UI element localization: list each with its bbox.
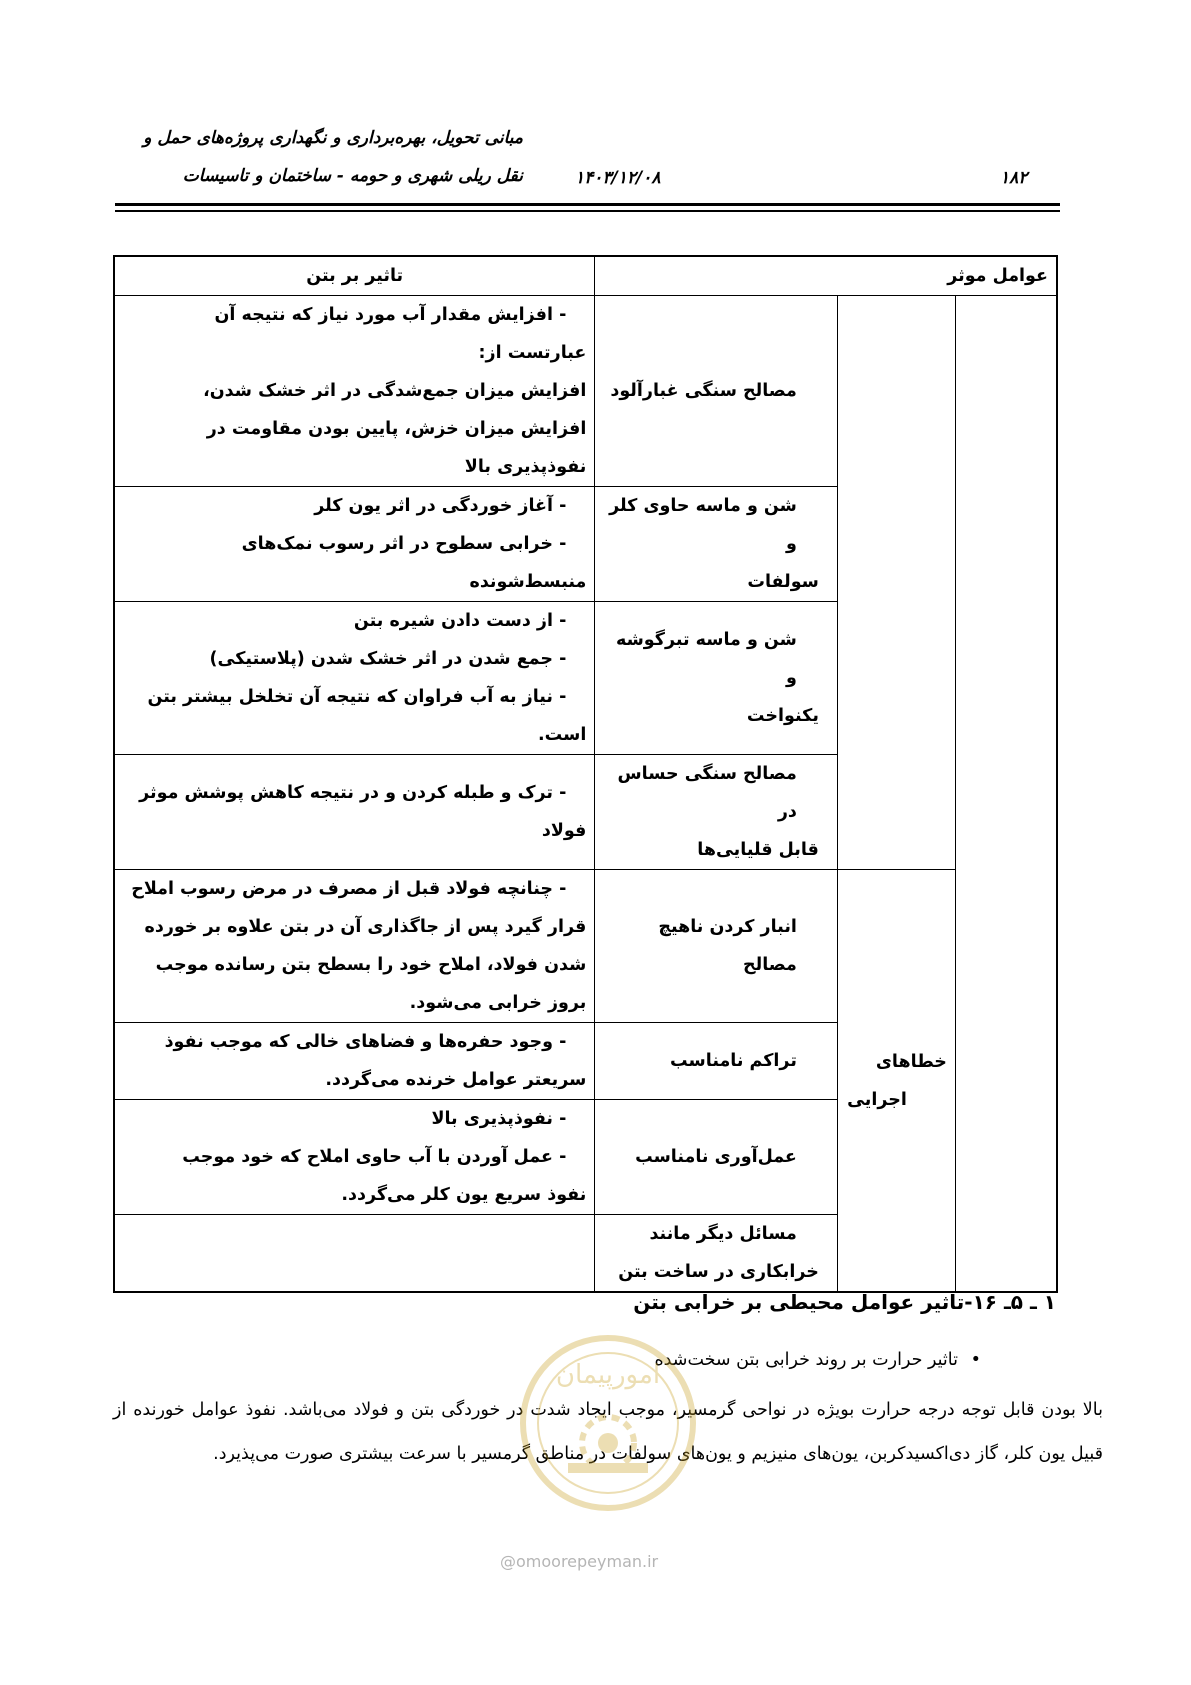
bullet-icon: • [970, 1350, 981, 1370]
effect-cell [114, 1100, 595, 1215]
effect-cell [114, 487, 595, 602]
effect-line: بروز خرابی می‌شود. [409, 993, 587, 1013]
group-cell-materials [837, 296, 955, 870]
factor-text: مصالح سنگی حساس در [617, 764, 797, 822]
factor-cell [595, 602, 838, 755]
header-rule [115, 203, 1060, 206]
effect-line: نفوذپذیری بالا [464, 457, 587, 477]
factor-cell [595, 755, 838, 870]
factor-text: مصالح سنگی غبارآلود [610, 381, 797, 401]
factor-text: انبار کردن ناهیچ مصالح [658, 917, 797, 975]
effect-line: - آغاز خوردگی در اثر یون کلر [314, 496, 567, 516]
effect-line: نفوذ سریع یون کلر می‌گردد. [341, 1185, 587, 1205]
effect-cell [114, 755, 595, 870]
effect-line: است. [537, 725, 587, 745]
effect-cell [114, 1023, 595, 1100]
effect-cell [114, 296, 595, 487]
section-paragraph: بالا بودن قابل توجه درجه حرارت بویژه در نواحی گرمسیر، موجب ایجاد شدت در خوردگی بتن و فولاد می‌باشد. نفوذ عوامل خورنده از قبیل یون کلر، گاز دی‌اکسیدکربن، یون‌های منیزیم و یون‌های سولفات در مناطق گرمسیر با سرعت بیشتری صورت می‌پذیرد. [113, 1400, 1103, 1464]
factor-cell [595, 487, 838, 602]
page-number: ۱۸۲ [1000, 168, 1028, 188]
effect-line: عبارتست از: [478, 343, 587, 363]
effect-line: - عمل آوردن با آب حاوی املاح که خود موجب [182, 1147, 567, 1167]
factor-cell [595, 1215, 838, 1293]
effect-cell [114, 870, 595, 1023]
watermark-url: @omoorepeyman.ir [500, 1552, 659, 1571]
group-label-line: خطاهای [875, 1051, 947, 1072]
factor-text: شن و ماسه حاوی کلر و [609, 496, 797, 554]
factor-text: قابل قلیایی‌ها [697, 840, 819, 860]
factor-cell [595, 1023, 838, 1100]
effect-line: افزایش میزان جمع‌شدگی در اثر خشک شدن، [203, 381, 587, 401]
effect-cell [114, 602, 595, 755]
section-heading: ۱ ـ ۵ـ ۱۶-تاثیر عوامل محیطی بر خرابی بتن [633, 1290, 1056, 1314]
effect-line: افزایش میزان خزش، پایین بودن مقاومت در [206, 419, 587, 439]
factor-text: خرابکاری در ساخت بتن [618, 1262, 819, 1282]
concrete-damage-table [113, 255, 1058, 1293]
effect-line: قرار گیرد پس از جاگذاری آن در بتن علاوه بر خورده [144, 917, 587, 937]
header-rule-thin [115, 210, 1060, 212]
factor-text: تراکم نامناسب [670, 1051, 797, 1071]
effect-line: - جمع شدن در اثر خشک شدن (پلاستیکی) [209, 649, 567, 669]
effect-line: - نفوذپذیری بالا [431, 1109, 567, 1129]
effect-line: منبسط‌شونده [469, 572, 587, 592]
watermark-logo-icon [513, 1323, 703, 1553]
table-header-row [114, 256, 1057, 296]
running-title-line1: مبانی تحویل، بهره‌برداری و نگهداری پروژه‌های حمل و [143, 128, 523, 148]
header-date: ۱۴۰۳/۱۲/۰۸ [575, 168, 661, 188]
factor-text: یکنواخت [746, 706, 819, 726]
factor-cell [595, 1100, 838, 1215]
factor-cell [595, 870, 838, 1023]
factor-cell [595, 296, 838, 487]
effect-line: - چنانچه فولاد قبل از مصرف در مرض رسوب املاح [131, 879, 567, 899]
effect-line: - از دست دادن شیره بتن [353, 611, 567, 631]
effect-line: - نیاز به آب فراوان که نتیجه آن تخلخل بیشتر بتن [147, 687, 567, 707]
effect-line: شدن فولاد، املاح خود را بسطح بتن رسانده موجب [155, 955, 587, 975]
header-factor-cell: عوامل موثر [595, 256, 1057, 296]
factor-text: عمل‌آوری نامناسب [635, 1147, 797, 1167]
header-effect-cell: تاثیر بر بتن [114, 256, 595, 296]
group-cell-execution-errors [837, 870, 955, 1293]
effect-cell [114, 1215, 595, 1293]
watermark-logo-text: امورپیمان [555, 1360, 661, 1390]
effect-line: سریعتر عوامل خرنده می‌گردد. [325, 1070, 587, 1090]
bullet-item: تاثیر حرارت بر روند خرابی بتن سخت‌شده [654, 1350, 958, 1370]
factor-text: سولفات [747, 572, 819, 592]
effect-line: - خرابی سطوح در اثر رسوب نمک‌های [241, 534, 567, 554]
outer-category-cell [955, 296, 1057, 1293]
effect-line: - ترک و طبله کردن و در نتیجه کاهش پوشش موثر [139, 783, 567, 803]
effect-line: فولاد [541, 821, 587, 841]
factor-text: مسائل دیگر مانند [649, 1224, 797, 1244]
effect-line: - افزایش مقدار آب مورد نیاز که نتیجه آن [214, 305, 567, 325]
table-row [114, 296, 1057, 487]
effect-line: - وجود حفره‌ها و فضاهای خالی که موجب نفوذ [164, 1032, 567, 1052]
running-title-line2: نقل ریلی شهری و حومه - ساختمان و تاسیسات [182, 166, 523, 186]
group-label-line: اجرایی [847, 1089, 907, 1110]
factor-text: شن و ماسه تبرگوشه و [615, 630, 797, 688]
table-row [114, 870, 1057, 1023]
